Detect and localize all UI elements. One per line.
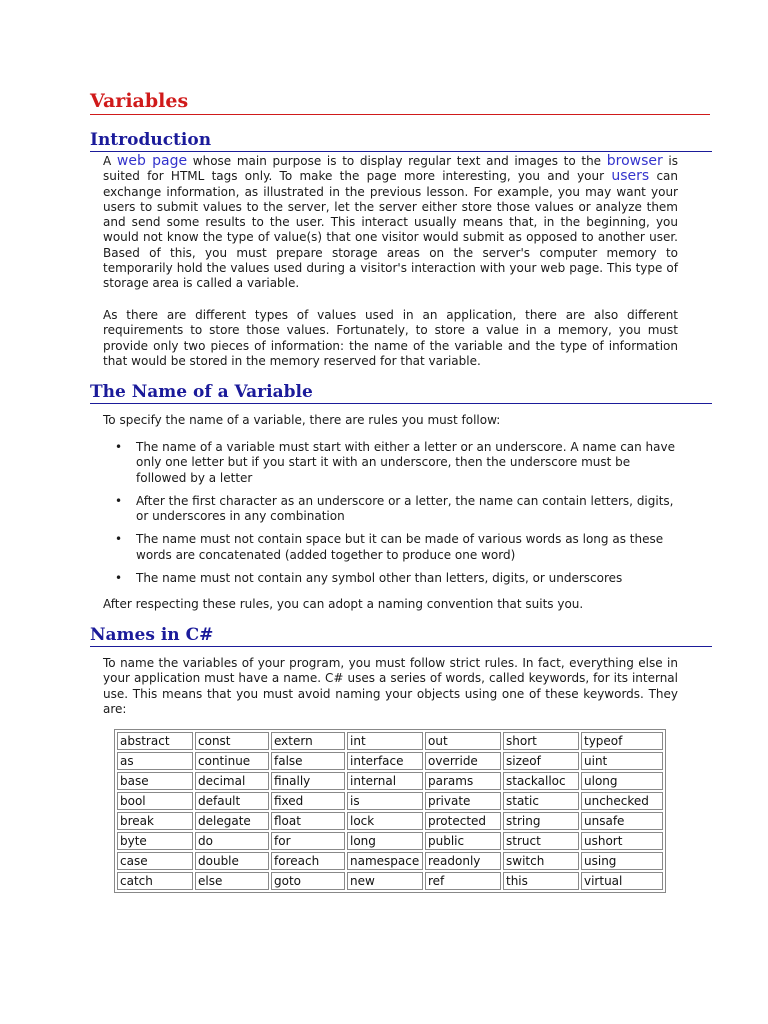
keyword-cell: int [347,732,423,750]
keyword-cell: protected [425,812,501,830]
keyword-cell: for [271,832,345,850]
table-row [117,732,663,750]
bullet-icon: • [115,532,123,547]
table-row [117,852,663,870]
keyword-cell: using [581,852,663,870]
bullet-icon: • [115,493,123,508]
table-row [117,752,663,770]
csharp-names-heading: Names in C# [90,624,712,647]
keyword-cell: const [195,732,269,750]
bullet-icon: • [115,571,123,586]
list-item: • The name must not contain any symbol other than letters, digits, or underscores [115,571,623,586]
keyword-cell: new [347,872,423,890]
keyword-cell: goto [271,872,345,890]
intro-text-b: whose main purpose is to display regular text and images to the [187,154,607,168]
keyword-cell: else [195,872,269,890]
keyword-cell: typeof [581,732,663,750]
keyword-cell: short [503,732,579,750]
keyword-cell: public [425,832,501,850]
list-item: • After the first character as an underscore or a letter, the name can contain letters, digits, or underscores in any combination [115,493,674,524]
keyword-cell: bool [117,792,193,810]
keyword-cell: switch [503,852,579,870]
keyword-cell: as [117,752,193,770]
keyword-cell: delegate [195,812,269,830]
keyword-cell: uint [581,752,663,770]
keyword-cell: double [195,852,269,870]
keyword-cell: fixed [271,792,345,810]
keyword-cell: extern [271,732,345,750]
keyword-cell: params [425,772,501,790]
keyword-cell: catch [117,872,193,890]
table-row [117,812,663,830]
list-item: • The name of a variable must start with either a letter or an underscore. A name can have only one letter but if you start it with an underscore, then the underscore must be followed by a letter [115,440,676,485]
keyword-cell: readonly [425,852,501,870]
keyword-cell: abstract [117,732,193,750]
keyword-cell: string [503,812,579,830]
keyword-cell: ushort [581,832,663,850]
keyword-cell: base [117,772,193,790]
users-link[interactable]: users [611,168,650,185]
keyword-cell: unsafe [581,812,663,830]
keyword-cell: virtual [581,872,663,890]
page-title: Variables [90,88,710,115]
keyword-cell: ref [425,872,501,890]
naming-rules-list [103,440,683,594]
keyword-cell: is [347,792,423,810]
keyword-cell: this [503,872,579,890]
keyword-cell: unchecked [581,792,663,810]
keyword-cell: stackalloc [503,772,579,790]
introduction-paragraph-1 [103,154,678,292]
browser-link[interactable]: browser [606,153,663,169]
keywords-table [114,729,666,893]
csharp-names-intro: To name the variables of your program, you must follow strict rules. In fact, everything else in your application must have a name. C# uses a series of words, called keywords, for its internal use. This means that you must avoid naming your objects using one of these keywords. They are: [103,656,678,716]
keyword-cell: byte [117,832,193,850]
keyword-cell: do [195,832,269,850]
keyword-cell: case [117,852,193,870]
keyword-cell: default [195,792,269,810]
table-row [117,772,663,790]
keyword-cell: decimal [195,772,269,790]
table-row [117,832,663,850]
keyword-cell: struct [503,832,579,850]
list-item: • The name must not contain space but it can be made of various words as long as these words are concatenated (added together to produce one word) [115,532,664,562]
keyword-cell: namespace [347,852,423,870]
web-page-link[interactable]: web page [116,153,188,169]
keyword-cell: foreach [271,852,345,870]
keyword-cell: continue [195,752,269,770]
keyword-cell: false [271,752,345,770]
table-row [117,792,663,810]
keyword-cell: sizeof [503,752,579,770]
table-row [117,872,663,890]
variable-name-heading: The Name of a Variable [90,381,712,404]
keyword-cell: interface [347,752,423,770]
bullet-icon: • [115,440,123,454]
keyword-cell: ulong [581,772,663,790]
intro-text-a: A [103,154,117,168]
keyword-cell: lock [347,812,423,830]
keyword-cell: private [425,792,501,810]
keyword-cell: internal [347,772,423,790]
keyword-cell: finally [271,772,345,790]
intro-text-c: is suited for HTML tags only. To make the page more interesting, you and your [103,154,679,184]
naming-convention-note: After respecting these rules, you can adopt a naming convention that suits you. [103,597,584,611]
keyword-cell: break [117,812,193,830]
keyword-cell: out [425,732,501,750]
variable-name-intro: To specify the name of a variable, there are rules you must follow: [103,413,501,427]
intro-text-d: can exchange information, as illustrated in the previous lesson. For example, you may want your users to submit values to the server, let the server either store those values or analyze them and send some results to the user. This interact usually means that, in the beginning, you would not know the type of value(s) that one visitor would submit as opposed to another user. Based of this, you must prepare storage areas on the server's computer memory to temporarily hold the values used during a visitor's interaction with your web page. This type of storage area is called a variable. [103,169,678,291]
keyword-cell: float [271,812,345,830]
keyword-cell: override [425,752,501,770]
keyword-cell: static [503,792,579,810]
introduction-paragraph-2: As there are different types of values used in an application, there are also different requirements to store those values. Fortunately, to store a value in a memory, you must provide only two pieces of information: the name of the variable and the type of information that would be stored in the memory reserved for that variable. [103,308,678,368]
keyword-cell: long [347,832,423,850]
introduction-heading: Introduction [90,129,712,152]
